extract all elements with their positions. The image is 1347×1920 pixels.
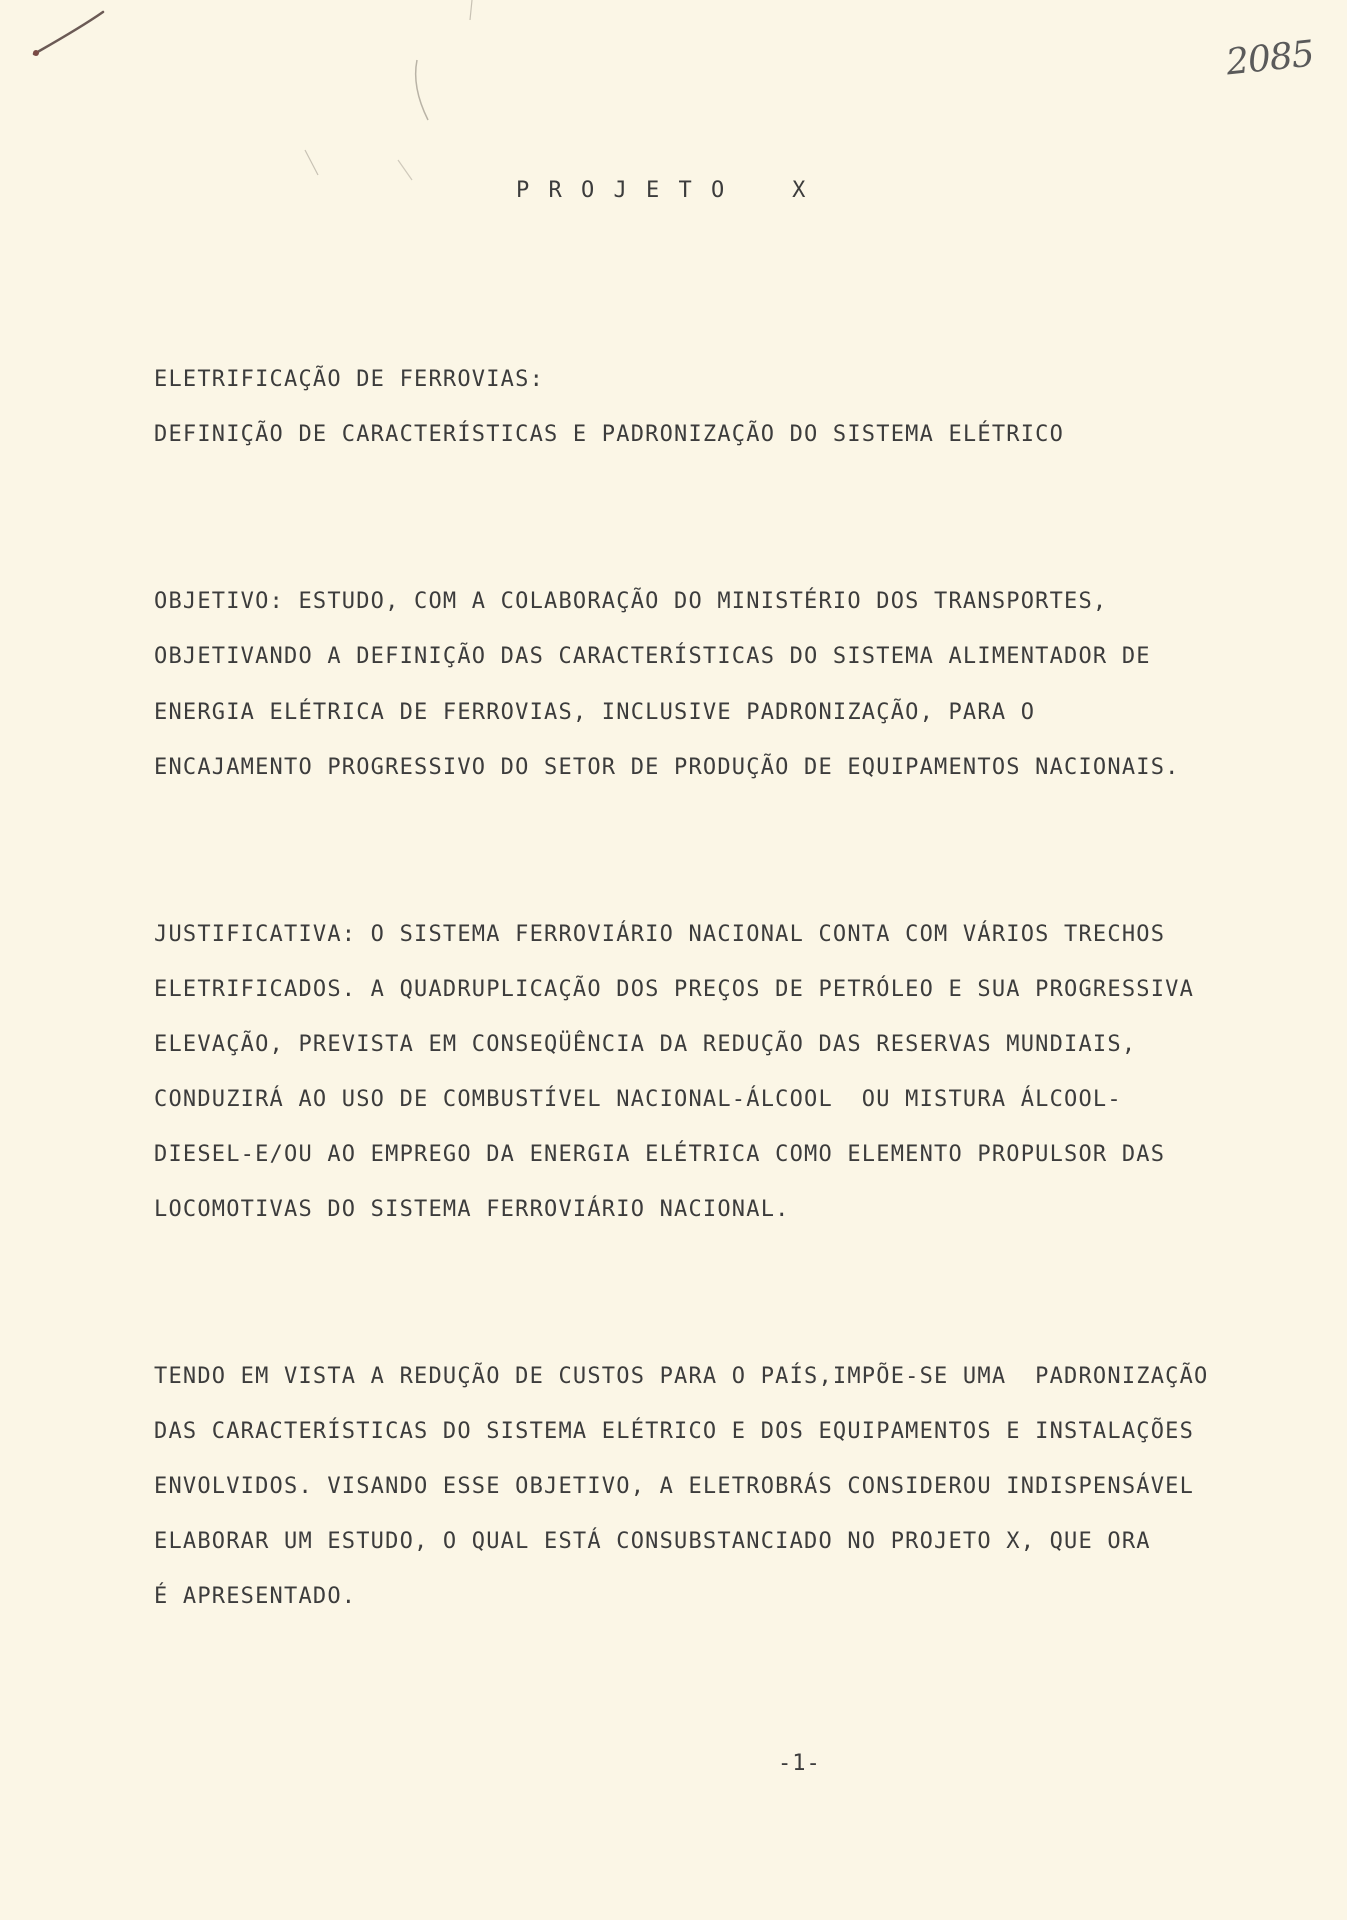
heading-line: ELETRIFICAÇÃO DE FERROVIAS: <box>154 367 545 392</box>
page-number: -1- <box>778 1751 821 1776</box>
pen-stroke-mark <box>34 12 103 54</box>
objetivo-line: OBJETIVANDO A DEFINIÇÃO DAS CARACTERÍSTICAS DO SISTEMA ALIMENTADOR DE <box>154 644 1151 669</box>
objetivo-line: ENCAJAMENTO PROGRESSIVO DO SETOR DE PRODUÇÃO DE EQUIPAMENTOS NACIONAIS. <box>154 755 1180 780</box>
faint-stroke-mark <box>416 60 428 120</box>
conclusao-line: ENVOLVIDOS. VISANDO ESSE OBJETIVO, A ELETROBRÁS CONSIDEROU INDISPENSÁVEL <box>154 1474 1195 1499</box>
heading-line: DEFINIÇÃO DE CARACTERÍSTICAS E PADRONIZAÇÃO DO SISTEMA ELÉTRICO <box>154 422 1065 447</box>
ink-dot <box>33 50 39 56</box>
faint-stroke-mark <box>470 0 472 20</box>
conclusao-line: TENDO EM VISTA A REDUÇÃO DE CUSTOS PARA O PAÍS,IMPÕE-SE UMA PADRONIZAÇÃO <box>154 1364 1209 1389</box>
justificativa-line: DIESEL-E/OU AO EMPREGO DA ENERGIA ELÉTRICA COMO ELEMENTO PROPULSOR DAS <box>154 1142 1166 1167</box>
justificativa-line: JUSTIFICATIVA: O SISTEMA FERROVIÁRIO NACIONAL CONTA COM VÁRIOS TRECHOS <box>154 922 1166 947</box>
objetivo-line: ENERGIA ELÉTRICA DE FERROVIAS, INCLUSIVE PADRONIZAÇÃO, PARA O <box>154 700 1036 725</box>
conclusao-line: É APRESENTADO. <box>154 1584 357 1609</box>
faint-stroke-mark <box>305 150 318 175</box>
justificativa-line: CONDUZIRÁ AO USO DE COMBUSTÍVEL NACIONAL-ÁLCOOL OU MISTURA ÁLCOOL- <box>154 1087 1122 1112</box>
handwritten-page-number: 2085 <box>1224 33 1316 84</box>
justificativa-line: ELEVAÇÃO, PREVISTA EM CONSEQÜÊNCIA DA REDUÇÃO DAS RESERVAS MUNDIAIS, <box>154 1032 1137 1057</box>
objetivo-line: OBJETIVO: ESTUDO, COM A COLABORAÇÃO DO MINISTÉRIO DOS TRANSPORTES, <box>154 589 1108 614</box>
document-title: P R O J E T O X <box>516 178 809 203</box>
justificativa-line: LOCOMOTIVAS DO SISTEMA FERROVIÁRIO NACIONAL. <box>154 1197 790 1222</box>
justificativa-line: ELETRIFICADOS. A QUADRUPLICAÇÃO DOS PREÇOS DE PETRÓLEO E SUA PROGRESSIVA <box>154 977 1195 1002</box>
conclusao-line: DAS CARACTERÍSTICAS DO SISTEMA ELÉTRICO E DOS EQUIPAMENTOS E INSTALAÇÕES <box>154 1419 1195 1444</box>
conclusao-line: ELABORAR UM ESTUDO, O QUAL ESTÁ CONSUBSTANCIADO NO PROJETO X, QUE ORA <box>154 1529 1151 1554</box>
faint-stroke-mark <box>398 160 412 180</box>
